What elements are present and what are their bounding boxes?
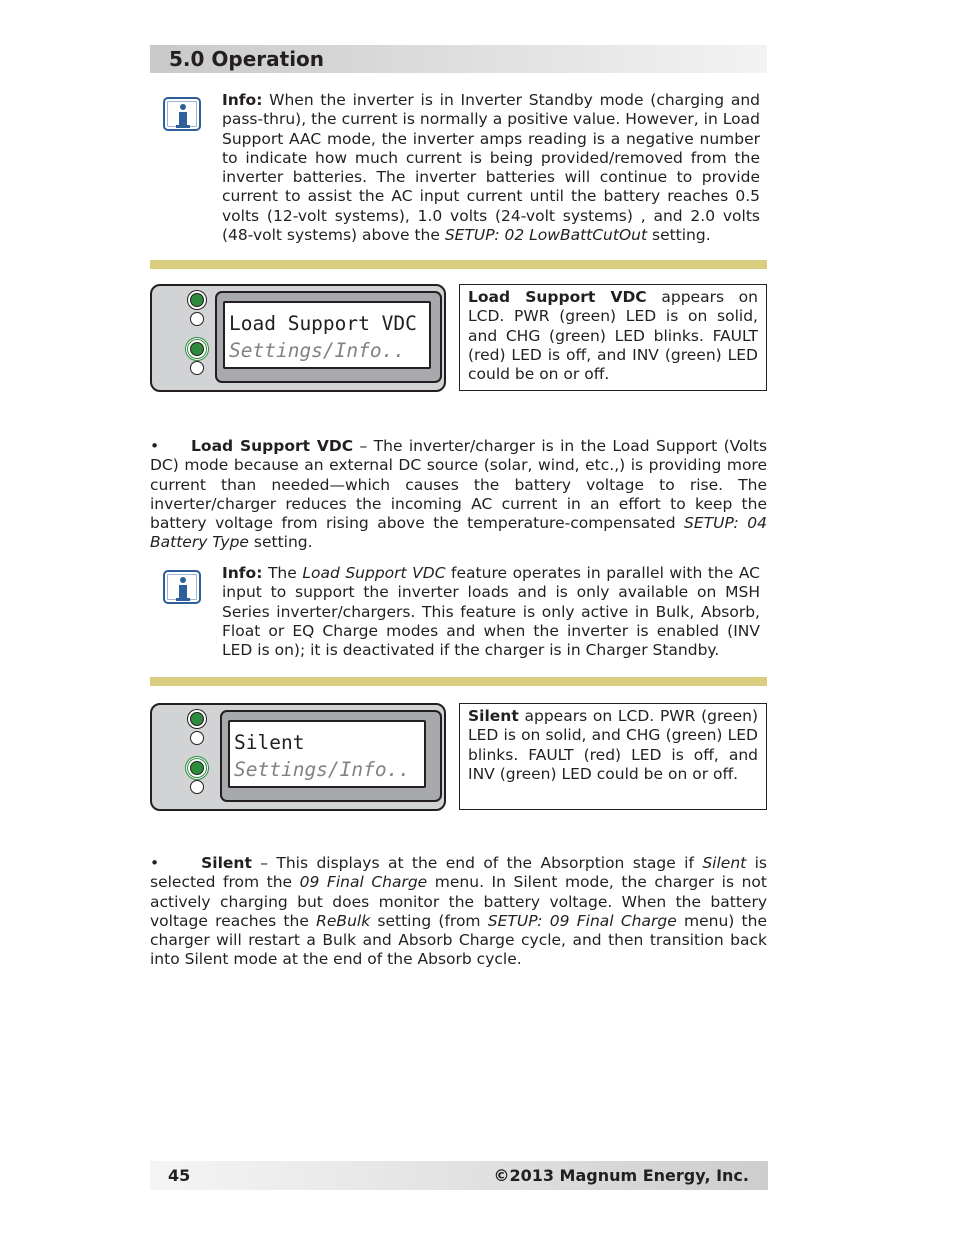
section-title: 5.0 Operation — [169, 47, 325, 71]
bullet-dot: • — [150, 437, 160, 455]
page-number: 45 — [168, 1166, 191, 1185]
lcd-caption-1: Load Support VDC appears on LCD. PWR (green) LED is on solid, and CHG (green) LED blinks. FAULT (red) LED is off, and INV (green) LED could be on or off. — [459, 284, 767, 391]
section-header — [150, 45, 767, 73]
fault-led — [190, 731, 204, 745]
info-note-1: Info: When the inverter is in Inverter Standby mode (charging and pass-thru), the current is normally a positive value. However, in Load Support AAC mode, the inverter amps reading is a negative number to indicate how much current is being provided/removed from the inverter batteries. The inverter batteries will continue to provide current to assist the AC input current until the battery reaches 0.5 volts (12-volt systems), 1.0 volts (24-volt systems) , and 2.0 volts (48-volt systems) above the SETUP: 02 LowBattCutOut setting. — [222, 91, 760, 245]
info-note-2: Info: The Load Support VDC feature operates in parallel with the AC input to support the inverter loads and is only available on MSH Series inverter/chargers. This feature is only active in Bulk, Absorb, Float or EQ Charge modes and when the inverter is enabled (INV LED is on); it is deactivated if the charger is in Charger Standby. — [222, 564, 760, 660]
bullet-silent: • Silent – This displays at the end of the Absorption stage if Silent is selected from the 09 Final Charge menu. In Silent mode, the charger is not actively charging but does monitor the battery voltage. When the battery voltage reaches the ReBulk setting (from SETUP: 09 Final Charge menu) the charger will restart a Bulk and Absorb Charge cycle, and then transition back into Silent mode at the end of the Absorb cycle. — [150, 854, 768, 969]
lcd-frame — [220, 710, 442, 802]
lcd-caption-2: Silent appears on LCD. PWR (green) LED is on solid, and CHG (green) LED blinks. FAULT (red) LED is off, and INV (green) LED could be on or off. — [459, 703, 767, 810]
pwr-led — [190, 712, 204, 726]
lcd-line-1: Silent — [234, 731, 305, 754]
inv-led — [190, 780, 204, 794]
inv-led — [190, 361, 204, 375]
lcd-frame — [215, 291, 442, 383]
chg-led — [190, 761, 204, 775]
bullet-load-support-vdc: • Load Support VDC – The inverter/charger is in the Load Support (Volts DC) mode because an external DC source (solar, wind, etc.,) is providing more current than needed—which causes the battery voltage to rise. The inverter/charger reduces the incoming AC current in an effort to keep the battery voltage from rising above the temperature-compensated SETUP: 04 Battery Type setting. — [150, 437, 768, 552]
chg-led — [190, 342, 204, 356]
fault-led — [190, 312, 204, 326]
lcd-line-1: Load Support VDC — [229, 312, 417, 335]
divider — [150, 677, 767, 686]
lcd-line-2: Settings/Info.. — [229, 339, 406, 362]
page-footer — [150, 1161, 768, 1190]
divider — [150, 260, 767, 269]
info-label: Info: — [222, 91, 263, 109]
bullet-dot: • — [150, 854, 160, 872]
pwr-led — [190, 293, 204, 307]
lcd-line-2: Settings/Info.. — [234, 758, 411, 781]
copyright: ©2013 Magnum Energy, Inc. — [493, 1166, 749, 1185]
info-icon — [163, 97, 201, 131]
info-icon — [163, 570, 201, 604]
lcd-panel — [150, 703, 446, 811]
lcd-panel — [150, 284, 446, 392]
info-label: Info: — [222, 564, 263, 582]
lcd-screen — [228, 720, 426, 788]
lcd-screen — [223, 301, 431, 369]
